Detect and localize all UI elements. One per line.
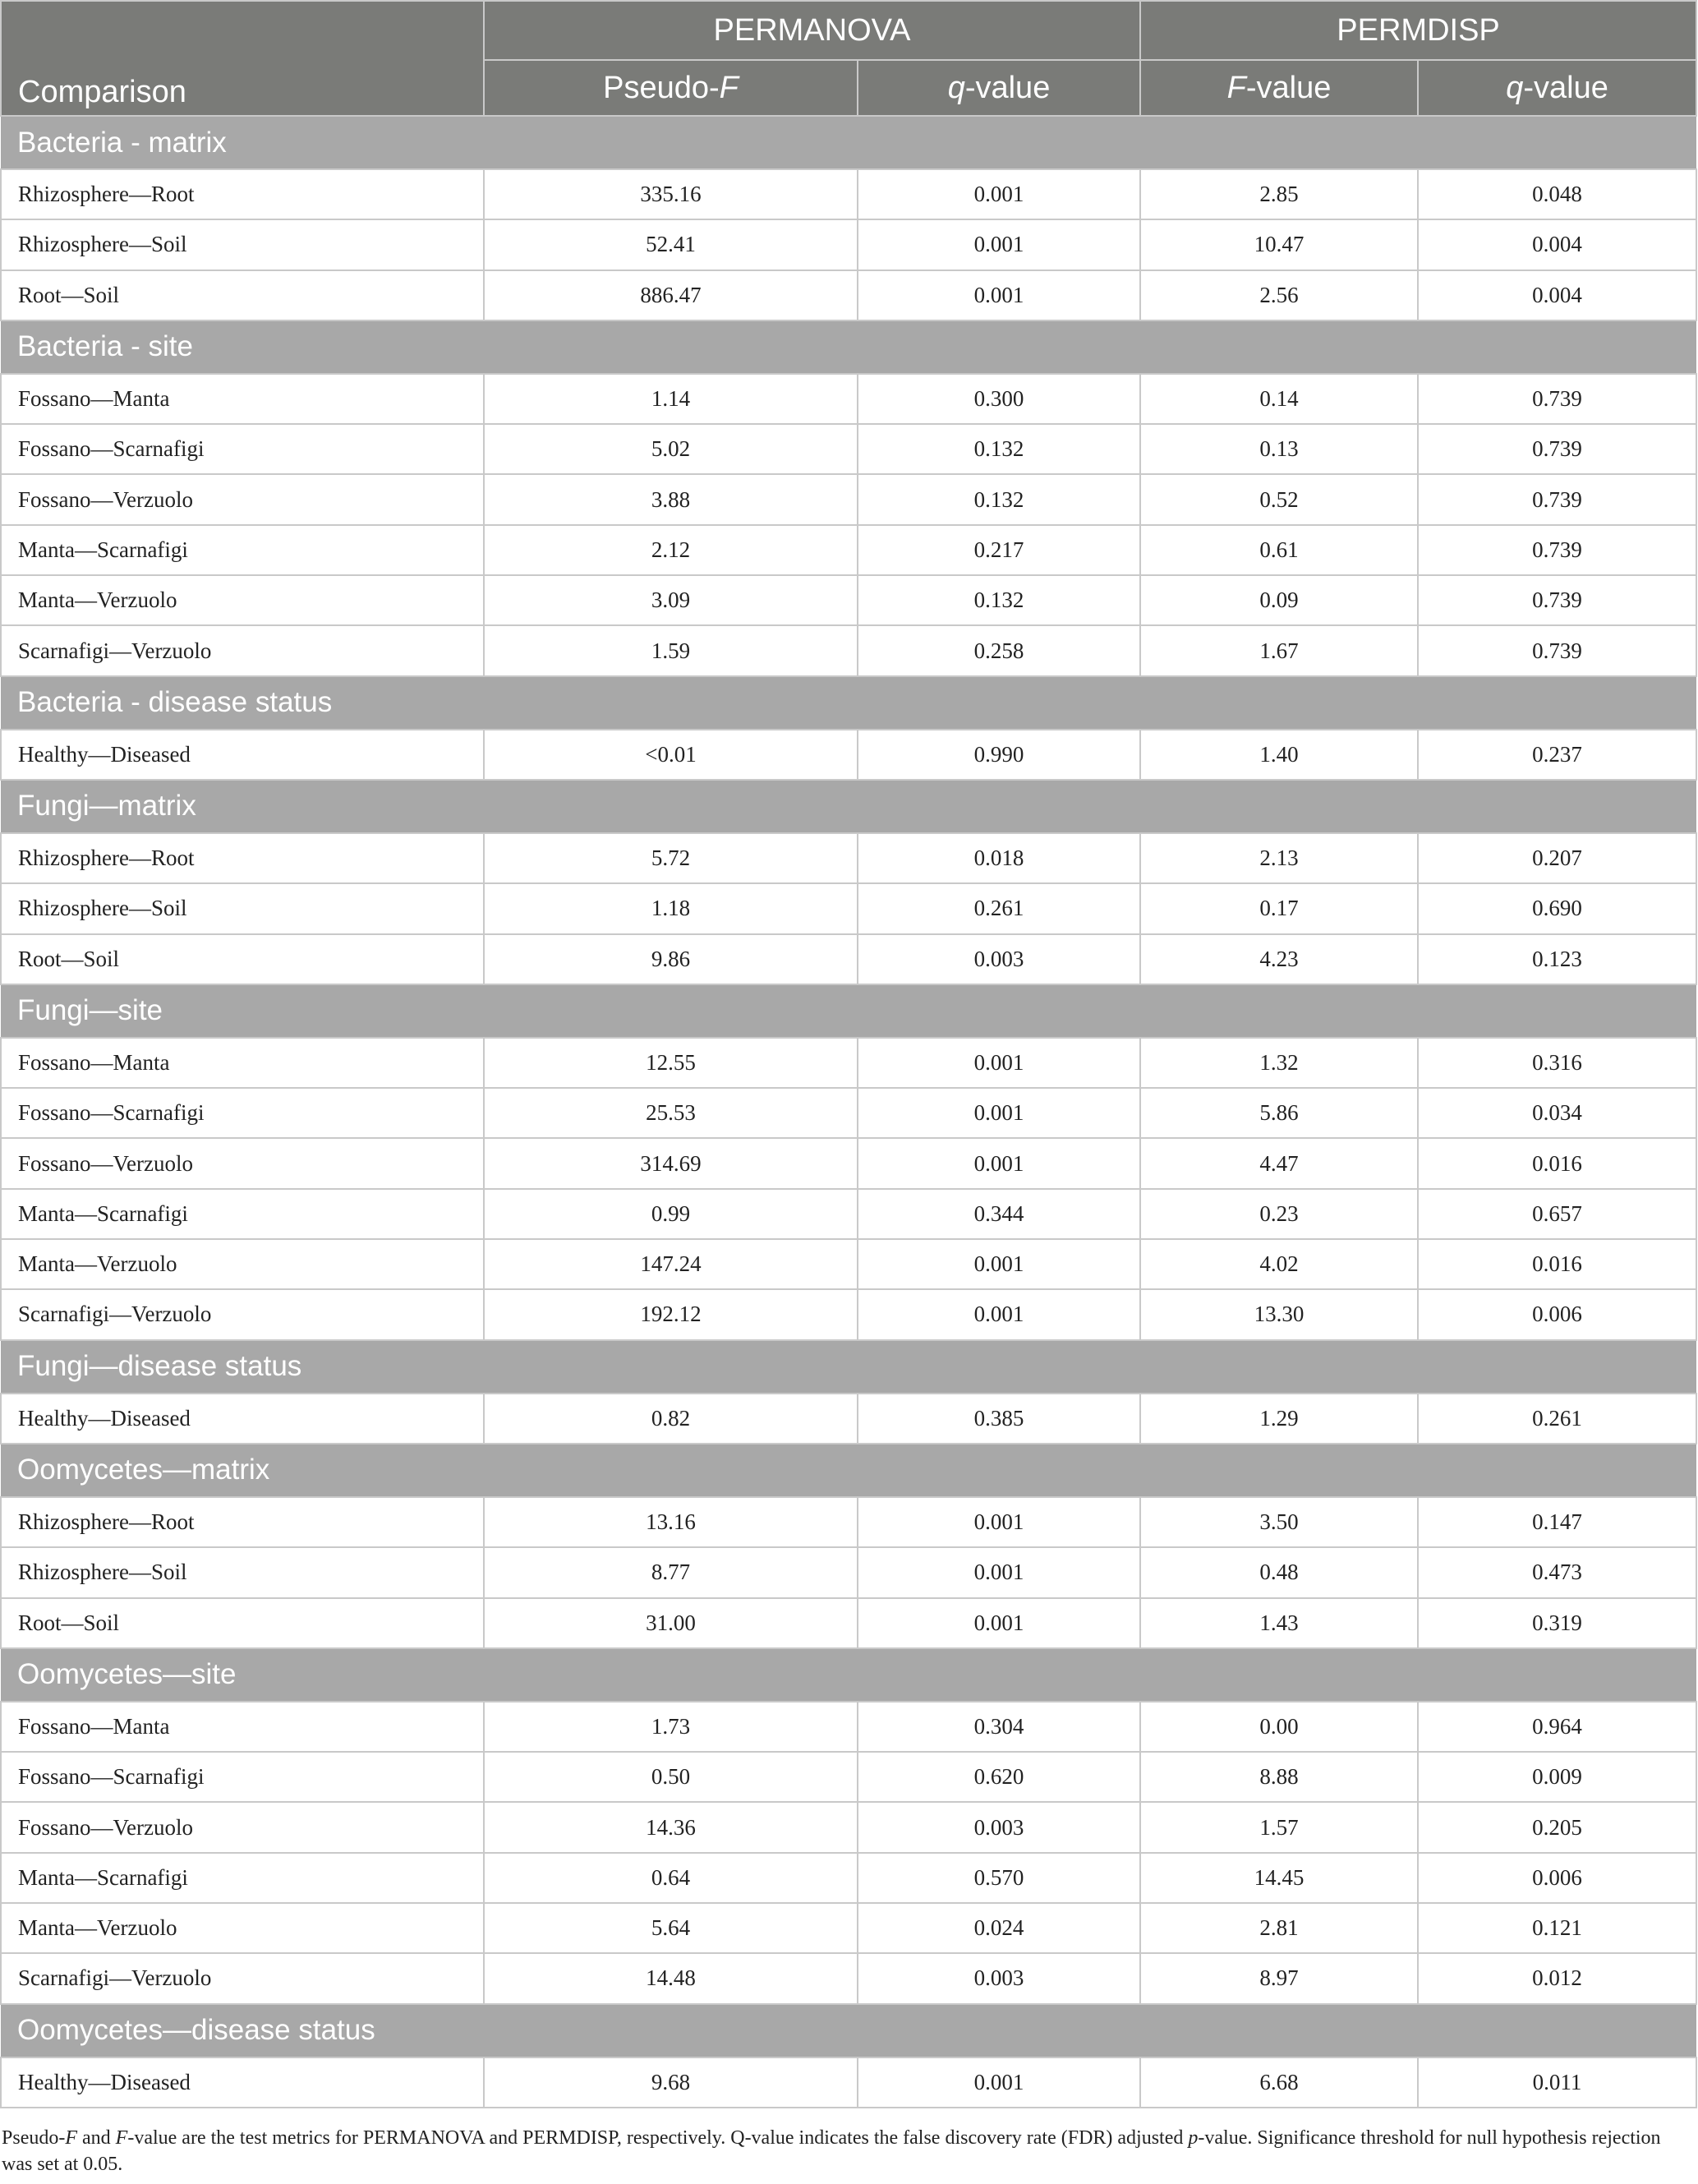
comparison-cell: Root—Soil	[1, 270, 484, 320]
pseudo-f-cell: 147.24	[484, 1239, 858, 1289]
permdisp-q-value-cell: 0.319	[1418, 1598, 1696, 1648]
table-row	[1, 2057, 1696, 2108]
permdisp-q-value-cell: 0.009	[1418, 1752, 1696, 1802]
permanova-q-value-cell: 0.001	[858, 1138, 1140, 1188]
permanova-q-value-cell: 0.001	[858, 1598, 1140, 1648]
pseudo-f-cell: 1.59	[484, 625, 858, 675]
permdisp-q-value-cell: 0.316	[1418, 1038, 1696, 1088]
permdisp-q-value-cell: 0.205	[1418, 1802, 1696, 1852]
permanova-q-value-cell: 0.132	[858, 575, 1140, 625]
comparison-cell: Rhizosphere—Root	[1, 833, 484, 883]
permdisp-q-value-cell: 0.004	[1418, 270, 1696, 320]
f-value-cell: 4.23	[1140, 934, 1418, 984]
permdisp-q-value-cell: 0.739	[1418, 474, 1696, 524]
permdisp-q-value-cell: 0.123	[1418, 934, 1696, 984]
f-value-cell: 0.23	[1140, 1189, 1418, 1239]
section-header-row	[1, 984, 1696, 1038]
permanova-q-value-cell: 0.001	[858, 1497, 1140, 1547]
section-label: Oomycetes—site	[1, 1648, 1696, 1702]
permanova-q-value-cell: 0.570	[858, 1853, 1140, 1903]
permanova-q-value-cell: 0.261	[858, 883, 1140, 933]
f-value-cell: 1.40	[1140, 730, 1418, 780]
permanova-header: PERMANOVA	[484, 1, 1140, 60]
pseudo-f-cell: 1.14	[484, 374, 858, 424]
comparison-cell: Rhizosphere—Soil	[1, 883, 484, 933]
comparison-header: Comparison	[1, 60, 484, 116]
f-value-cell: 5.86	[1140, 1088, 1418, 1138]
pseudo-f-cell: 1.18	[484, 883, 858, 933]
permdisp-header: PERMDISP	[1140, 1, 1696, 60]
table-row	[1, 1394, 1696, 1444]
f-value-cell: 2.85	[1140, 169, 1418, 219]
comparison-cell: Root—Soil	[1, 934, 484, 984]
table-row	[1, 1752, 1696, 1802]
f-value-cell: 0.48	[1140, 1547, 1418, 1597]
f-value-cell: 8.97	[1140, 1953, 1418, 2003]
pseudo-f-cell: 0.64	[484, 1853, 858, 1903]
permdisp-q-value-cell: 0.034	[1418, 1088, 1696, 1138]
permdisp-q-value-cell: 0.739	[1418, 575, 1696, 625]
f-value-cell: 8.88	[1140, 1752, 1418, 1802]
f-value-cell: 14.45	[1140, 1853, 1418, 1903]
section-header-row	[1, 676, 1696, 730]
table-row	[1, 883, 1696, 933]
permanova-q-value-cell: 0.001	[858, 1038, 1140, 1088]
pseudo-f-cell: 14.36	[484, 1802, 858, 1852]
section-header-row	[1, 320, 1696, 374]
permdisp-q-value-cell: 0.739	[1418, 525, 1696, 575]
permanova-q-value-cell: 0.001	[858, 1088, 1140, 1138]
section-label: Oomycetes—matrix	[1, 1444, 1696, 1497]
comparison-cell: Root—Soil	[1, 1598, 484, 1648]
section-label: Bacteria - site	[1, 320, 1696, 374]
comparison-cell: Rhizosphere—Soil	[1, 1547, 484, 1597]
pseudo-f-cell: 5.02	[484, 424, 858, 474]
section-header-row	[1, 116, 1696, 169]
table-row	[1, 1497, 1696, 1547]
table-row	[1, 1138, 1696, 1188]
pseudo-f-cell: 13.16	[484, 1497, 858, 1547]
permdisp-q-value-cell: 0.016	[1418, 1138, 1696, 1188]
permanova-q-value-cell: 0.217	[858, 525, 1140, 575]
table-row	[1, 1289, 1696, 1339]
pseudo-f-cell: 2.12	[484, 525, 858, 575]
pseudo-f-cell: 12.55	[484, 1038, 858, 1088]
pseudo-f-cell: 335.16	[484, 169, 858, 219]
table-row	[1, 219, 1696, 270]
f-value-cell: 0.17	[1140, 883, 1418, 933]
permdisp-q-value-cell: 0.004	[1418, 219, 1696, 270]
permdisp-q-value-cell: 0.739	[1418, 424, 1696, 474]
permanova-q-value-cell: 0.001	[858, 2057, 1140, 2108]
section-header-row	[1, 1444, 1696, 1497]
comparison-cell: Manta—Scarnafigi	[1, 1853, 484, 1903]
pseudo-f-cell: 9.68	[484, 2057, 858, 2108]
permanova-q-value-cell: 0.385	[858, 1394, 1140, 1444]
comparison-cell: Healthy—Diseased	[1, 2057, 484, 2108]
permanova-q-value-cell: 0.003	[858, 1802, 1140, 1852]
pseudo-f-cell: 5.64	[484, 1903, 858, 1953]
permdisp-q-value-cell: 0.964	[1418, 1702, 1696, 1752]
permanova-q-value-cell: 0.300	[858, 374, 1140, 424]
f-value-cell: 2.56	[1140, 270, 1418, 320]
comparison-cell: Manta—Scarnafigi	[1, 1189, 484, 1239]
comparison-cell: Fossano—Verzuolo	[1, 474, 484, 524]
section-label: Fungi—matrix	[1, 780, 1696, 833]
header-blank-cell	[1, 1, 484, 60]
permdisp-q-value-cell: 0.657	[1418, 1189, 1696, 1239]
permdisp-q-value-cell: 0.739	[1418, 374, 1696, 424]
section-label: Bacteria - disease status	[1, 676, 1696, 730]
table-row	[1, 1547, 1696, 1597]
pseudo-f-cell: 9.86	[484, 934, 858, 984]
pseudo-f-cell: 0.50	[484, 1752, 858, 1802]
table-header	[1, 1, 1696, 116]
comparison-cell: Healthy—Diseased	[1, 730, 484, 780]
table-row	[1, 525, 1696, 575]
comparison-cell: Scarnafigi—Verzuolo	[1, 1953, 484, 2003]
comparison-cell: Fossano—Scarnafigi	[1, 424, 484, 474]
pseudo-f-cell: 52.41	[484, 219, 858, 270]
comparison-cell: Manta—Verzuolo	[1, 575, 484, 625]
pseudo-f-cell: 192.12	[484, 1289, 858, 1339]
permdisp-q-value-cell: 0.006	[1418, 1853, 1696, 1903]
table-row	[1, 1189, 1696, 1239]
f-value-cell: 0.00	[1140, 1702, 1418, 1752]
table-row	[1, 833, 1696, 883]
comparison-cell: Healthy—Diseased	[1, 1394, 484, 1444]
table-row	[1, 1853, 1696, 1903]
table-body	[1, 116, 1696, 2108]
pseudo-f-cell: <0.01	[484, 730, 858, 780]
pseudo-f-cell: 0.99	[484, 1189, 858, 1239]
table-row	[1, 169, 1696, 219]
section-header-row	[1, 2004, 1696, 2057]
pseudo-f-cell: 25.53	[484, 1088, 858, 1138]
table-footnote: Pseudo-F and F-value are the test metrics for PERMANOVA and PERMDISP, respectively. Q-value indicates the false discovery rate (FDR) adjusted p-value. Significance threshold for null hypothesis rejection was set at 0.05.	[2, 2127, 1661, 2175]
permdisp-q-value-cell: 0.147	[1418, 1497, 1696, 1547]
permanova-q-value-cell: 0.258	[858, 625, 1140, 675]
comparison-cell: Rhizosphere—Soil	[1, 219, 484, 270]
permanova-q-value-cell: 0.018	[858, 833, 1140, 883]
f-value-cell: 6.68	[1140, 2057, 1418, 2108]
pseudo-f-cell: 314.69	[484, 1138, 858, 1188]
f-value-cell: 2.81	[1140, 1903, 1418, 1953]
table-row	[1, 1239, 1696, 1289]
permdisp-q-value-cell: 0.739	[1418, 625, 1696, 675]
pseudo-f-cell: 1.73	[484, 1702, 858, 1752]
pseudo-f-header: Pseudo-F	[484, 60, 858, 116]
comparison-cell: Fossano—Manta	[1, 1038, 484, 1088]
table-row	[1, 424, 1696, 474]
f-value-cell: 13.30	[1140, 1289, 1418, 1339]
f-value-cell: 1.67	[1140, 625, 1418, 675]
permanova-q-value-cell: 0.001	[858, 219, 1140, 270]
f-value-cell: 4.47	[1140, 1138, 1418, 1188]
pseudo-f-cell: 5.72	[484, 833, 858, 883]
f-value-cell: 10.47	[1140, 219, 1418, 270]
table-row	[1, 1702, 1696, 1752]
pseudo-f-cell: 8.77	[484, 1547, 858, 1597]
comparison-cell: Fossano—Scarnafigi	[1, 1752, 484, 1802]
section-header-row	[1, 780, 1696, 833]
permanova-q-value-cell: 0.001	[858, 270, 1140, 320]
permanova-q-value-header: q-value	[858, 60, 1140, 116]
pseudo-f-cell: 3.09	[484, 575, 858, 625]
pseudo-f-cell: 0.82	[484, 1394, 858, 1444]
section-label: Oomycetes—disease status	[1, 2004, 1696, 2057]
permdisp-q-value-cell: 0.006	[1418, 1289, 1696, 1339]
section-header-row	[1, 1340, 1696, 1394]
table-row	[1, 374, 1696, 424]
permanova-q-value-cell: 0.990	[858, 730, 1140, 780]
permanova-q-value-cell: 0.132	[858, 424, 1140, 474]
permanova-q-value-cell: 0.003	[858, 1953, 1140, 2003]
permdisp-q-value-cell: 0.473	[1418, 1547, 1696, 1597]
table-row	[1, 1903, 1696, 1953]
permdisp-q-value-cell: 0.016	[1418, 1239, 1696, 1289]
permdisp-q-value-cell: 0.207	[1418, 833, 1696, 883]
permdisp-q-value-cell: 0.690	[1418, 883, 1696, 933]
comparison-cell: Manta—Verzuolo	[1, 1903, 484, 1953]
f-value-cell: 1.43	[1140, 1598, 1418, 1648]
section-label: Fungi—site	[1, 984, 1696, 1038]
f-value-cell: 1.32	[1140, 1038, 1418, 1088]
f-value-cell: 0.13	[1140, 424, 1418, 474]
f-value-cell: 0.52	[1140, 474, 1418, 524]
comparison-cell: Fossano—Manta	[1, 374, 484, 424]
comparison-cell: Fossano—Verzuolo	[1, 1138, 484, 1188]
permanova-q-value-cell: 0.001	[858, 1547, 1140, 1597]
pseudo-f-cell: 886.47	[484, 270, 858, 320]
comparison-cell: Scarnafigi—Verzuolo	[1, 1289, 484, 1339]
pseudo-f-cell: 31.00	[484, 1598, 858, 1648]
permanova-q-value-cell: 0.132	[858, 474, 1140, 524]
f-value-cell: 0.61	[1140, 525, 1418, 575]
comparison-cell: Fossano—Manta	[1, 1702, 484, 1752]
f-value-cell: 4.02	[1140, 1239, 1418, 1289]
table-row	[1, 474, 1696, 524]
table-row	[1, 730, 1696, 780]
f-value-header: F-value	[1140, 60, 1418, 116]
table-row	[1, 1802, 1696, 1852]
permanova-q-value-cell: 0.344	[858, 1189, 1140, 1239]
section-label: Fungi—disease status	[1, 1340, 1696, 1394]
permanova-q-value-cell: 0.001	[858, 1289, 1140, 1339]
permanova-q-value-cell: 0.620	[858, 1752, 1140, 1802]
permdisp-q-value-cell: 0.011	[1418, 2057, 1696, 2108]
permdisp-q-value-cell: 0.237	[1418, 730, 1696, 780]
f-value-cell: 3.50	[1140, 1497, 1418, 1547]
permdisp-q-value-cell: 0.048	[1418, 169, 1696, 219]
table-row	[1, 575, 1696, 625]
f-value-cell: 0.14	[1140, 374, 1418, 424]
permdisp-q-value-cell: 0.121	[1418, 1903, 1696, 1953]
comparison-cell: Scarnafigi—Verzuolo	[1, 625, 484, 675]
f-value-cell: 2.13	[1140, 833, 1418, 883]
f-value-cell: 0.09	[1140, 575, 1418, 625]
permanova-q-value-cell: 0.001	[858, 169, 1140, 219]
table-row	[1, 1038, 1696, 1088]
permanova-q-value-cell: 0.001	[858, 1239, 1140, 1289]
permdisp-q-value-cell: 0.261	[1418, 1394, 1696, 1444]
pseudo-f-cell: 14.48	[484, 1953, 858, 2003]
section-label: Bacteria - matrix	[1, 116, 1696, 169]
pseudo-f-cell: 3.88	[484, 474, 858, 524]
table-row	[1, 270, 1696, 320]
comparison-cell: Fossano—Scarnafigi	[1, 1088, 484, 1138]
f-value-cell: 1.57	[1140, 1802, 1418, 1852]
comparison-cell: Manta—Verzuolo	[1, 1239, 484, 1289]
permanova-q-value-cell: 0.304	[858, 1702, 1140, 1752]
comparison-cell: Fossano—Verzuolo	[1, 1802, 484, 1852]
comparison-cell: Rhizosphere—Root	[1, 1497, 484, 1547]
section-header-row	[1, 1648, 1696, 1702]
comparison-cell: Manta—Scarnafigi	[1, 525, 484, 575]
comparison-cell: Rhizosphere—Root	[1, 169, 484, 219]
permdisp-q-value-cell: 0.012	[1418, 1953, 1696, 2003]
table-row	[1, 1088, 1696, 1138]
table-row	[1, 625, 1696, 675]
table-row	[1, 1953, 1696, 2003]
permdisp-q-value-header: q-value	[1418, 60, 1696, 116]
f-value-cell: 1.29	[1140, 1394, 1418, 1444]
table-row	[1, 934, 1696, 984]
permanova-q-value-cell: 0.024	[858, 1903, 1140, 1953]
table-row	[1, 1598, 1696, 1648]
permanova-q-value-cell: 0.003	[858, 934, 1140, 984]
